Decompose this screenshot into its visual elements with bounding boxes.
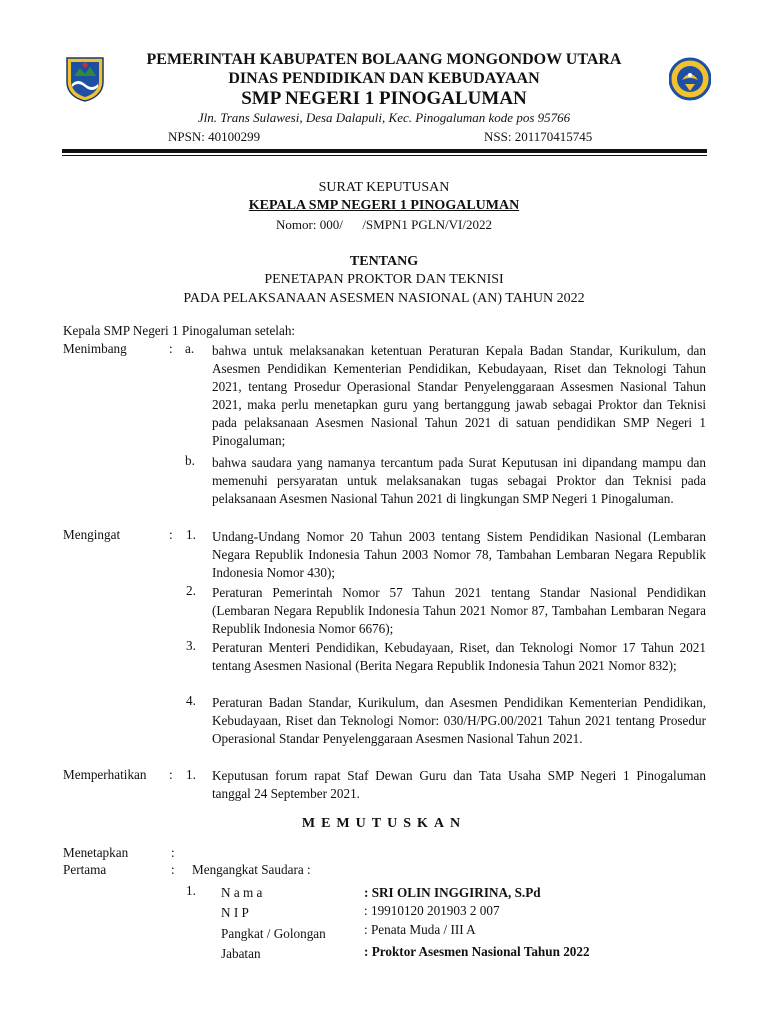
menetapkan-label: Menetapkan (63, 845, 129, 860)
mengingat-item-2: Peraturan Pemerintah Nomor 57 Tahun 2021 tentang Standar Nasional Pendidikan (Lembaran Negara Republik Indonesia Tahun 2021 Nomor 87, Tambahan Lembaran Negara Republik Indonesia Nomor 6676); (212, 585, 706, 637)
field-key-nama: N a m a (221, 885, 263, 900)
mengingat-item-3: Peraturan Menteri Pendidikan, Kebudayaan, Riset, dan Teknologi Nomor 17 Tahun 2021 tentang Asesmen Nasional (Berita Negara Republik Indonesia Tahun 2021 Nomor 832); (212, 640, 706, 674)
menimbang-colon: : (169, 341, 173, 356)
header-department: DINAS PENDIDIKAN DAN KEBUDAYAAN (228, 70, 540, 87)
memperhatikan-item-1: Keputusan forum rapat Staf Dewan Guru dan Tata Usaha SMP Negeri 1 Pinogaluman tanggal 24 September 2021. (212, 768, 706, 802)
menetapkan-colon: : (171, 845, 175, 860)
field-value-nama: : SRI OLIN INGGIRINA, S.Pd (364, 885, 541, 900)
memperhatikan-colon: : (169, 767, 173, 782)
field-value-nip: : 19910120 201903 2 007 (364, 903, 500, 918)
field-key-nip: N I P (221, 905, 249, 920)
memperhatikan-marker-1: 1. (186, 767, 196, 782)
field-key-pangkat: Pangkat / Golongan (221, 926, 326, 941)
menimbang-item-a: bahwa untuk melaksanakan ketentuan Peraturan Kepala Badan Standar, Kurikulum, dan Asesmen Pendidikan Kementerian Pendidikan, Kebudayaan, Riset dan Teknologi Tahun 2021, tentang Prosedur Operasional Standar Penyelenggaraan Assesmen Nasional Tahun 2021, maka perlu menetapkan guru yang bertanggung jawab sebagai Proktor dan Teknisi pada pelaksanaan Asesmen Nasional Tahun 2021 di satuan pendidikan SMP Negeri 1 Pinogaluman; (212, 343, 706, 449)
mengingat-colon: : (169, 527, 173, 542)
header-school-name: SMP NEGERI 1 PINOGALUMAN (241, 88, 527, 109)
mengingat-item-1: Undang-Undang Nomor 20 Tahun 2003 tentang Sistem Pendidikan Nasional (Lembaran Negara Republik Indonesia Tahun 2003 Nomor 78, Tambahan Lembaran Negara Republik Indonesia Nomor 430); (212, 529, 706, 581)
mengingat-marker-3: 3. (186, 638, 196, 653)
pertama-label: Pertama (63, 862, 107, 877)
mengingat-item-4: Peraturan Badan Standar, Kurikulum, dan Asesmen Pendidikan Kementerian Pendidikan, Kebudayaan, Riset dan Teknologi Nomor: 030/H/PG.00/2021 Tahun 2021 tentang Prosedur Operasional Standar Penyelenggaraan Asesmen Nasional Tahun 2021. (212, 695, 706, 747)
header-divider-thick (62, 149, 707, 153)
pertama-colon: : (171, 862, 175, 877)
pertama-text: Mengangkat Saudara : (192, 862, 311, 877)
mengingat-marker-4: 4. (186, 693, 196, 708)
decree-title: SURAT KEPUTUSAN (318, 180, 450, 195)
decree-subject-line2: PADA PELAKSANAAN ASESMEN NASIONAL (AN) TAHUN 2022 (183, 291, 585, 306)
mengingat-marker-2: 2. (186, 583, 196, 598)
tentang-heading: TENTANG (349, 254, 419, 269)
decree-number: Nomor: 000/ /SMPN1 PGLN/VI/2022 (276, 217, 492, 232)
header-nss: NSS: 201170415745 (484, 129, 593, 144)
pertama-marker-1: 1. (186, 883, 196, 898)
intro-text: Kepala SMP Negeri 1 Pinogaluman setelah: (63, 323, 296, 338)
header-divider-thin (62, 155, 707, 156)
menimbang-marker-b: b. (185, 453, 195, 468)
memutuskan-heading: MEMUTUSKAN (301, 816, 467, 831)
memperhatikan-label: Memperhatikan (63, 767, 147, 782)
decree-issuer: KEPALA SMP NEGERI 1 PINOGALUMAN (248, 198, 520, 213)
header-npsn: NPSN: 40100299 (168, 129, 261, 144)
mengingat-label: Mengingat (63, 527, 121, 542)
mengingat-marker-1: 1. (186, 527, 196, 542)
field-value-jabatan: : Proktor Asesmen Nasional Tahun 2022 (364, 944, 590, 959)
field-key-jabatan: Jabatan (221, 946, 261, 961)
menimbang-item-b: bahwa saudara yang namanya tercantum pada Surat Keputusan ini dipandang mampu dan memenuhi persyaratan untuk melaksanakan tugas sebagai Proktor dan Teknisi pada pelaksanaan Asesmen Nasional Tahun 2021 di lingkungan SMP Negeri 1 Pinogaluman. (212, 455, 706, 507)
header-address: Jln. Trans Sulawesi, Desa Dalapuli, Kec. Pinogaluman kode pos 95766 (197, 110, 571, 125)
field-value-pangkat: : Penata Muda / III A (364, 922, 476, 937)
header-government: PEMERINTAH KABUPATEN BOLAANG MONGONDOW UTARA (146, 51, 622, 68)
menimbang-label: Menimbang (63, 341, 127, 356)
decree-subject-line1: PENETAPAN PROKTOR DAN TEKNISI (264, 272, 504, 287)
menimbang-marker-a: a. (185, 341, 195, 356)
